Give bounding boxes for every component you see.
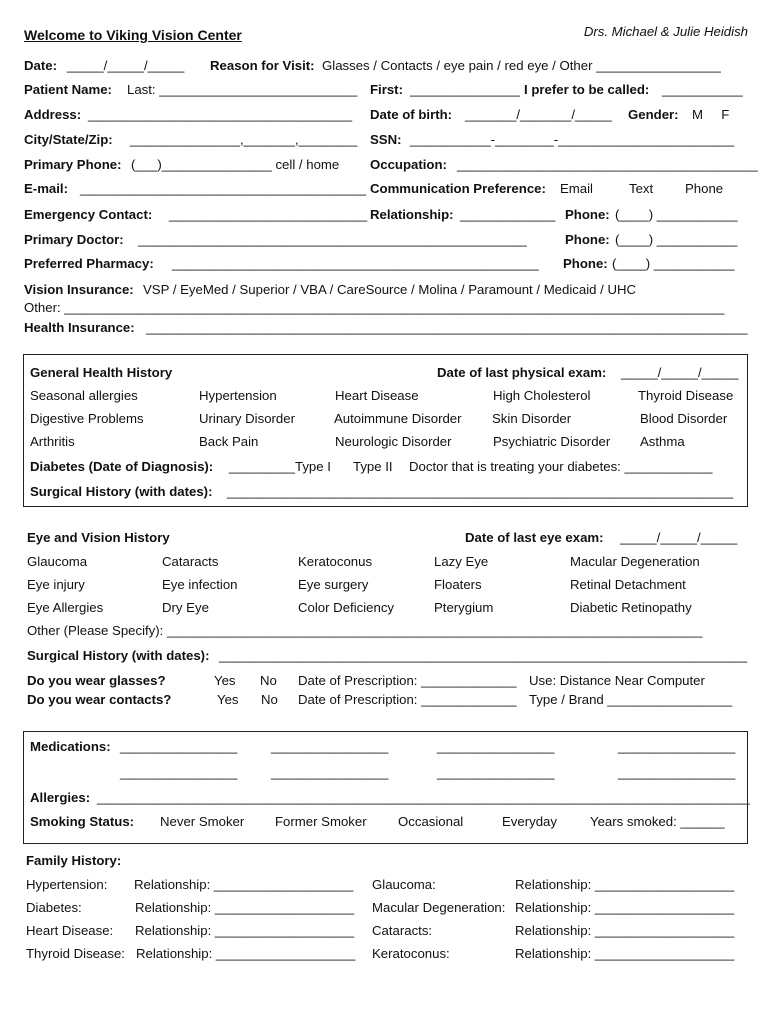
pharmacy-label: Preferred Pharmacy: (24, 256, 154, 271)
family-relationship-field[interactable]: Relationship: ___________________ (136, 946, 356, 961)
preferred-name-field[interactable]: ___________ (662, 82, 743, 97)
email-label: E-mail: (24, 181, 68, 196)
address-label: Address: (24, 107, 82, 122)
date-field[interactable]: _____/_____/_____ (67, 58, 185, 73)
emergency-phone-field[interactable]: (____) ___________ (615, 207, 738, 222)
family-relationship-field[interactable]: Relationship: ___________________ (515, 877, 735, 892)
eye-condition-checkbox[interactable]: Eye surgery (298, 577, 369, 592)
family-condition-label: Thyroid Disease: (26, 946, 125, 961)
eye-other-field[interactable]: Other (Please Specify): _________________________________________________________________________ (27, 623, 703, 638)
medication-field[interactable]: ________________ (271, 739, 389, 754)
eye-condition-checkbox[interactable]: Eye infection (162, 577, 238, 592)
eye-surgical-label: Surgical History (with dates): (27, 648, 210, 663)
medications-label: Medications: (30, 739, 111, 754)
health-insurance-field[interactable]: __________________________________________________________________________________ (146, 320, 748, 335)
family-relationship-field[interactable]: Relationship: ___________________ (515, 946, 735, 961)
emergency-phone-label: Phone: (565, 207, 610, 222)
reason-label: Reason for Visit: (210, 58, 315, 73)
eye-condition-checkbox[interactable]: Floaters (434, 577, 482, 592)
family-condition-label: Diabetes: (26, 900, 82, 915)
comm-text-option[interactable]: Text (629, 181, 654, 196)
family-relationship-field[interactable]: Relationship: ___________________ (515, 900, 735, 915)
condition-checkbox[interactable]: Blood Disorder (640, 411, 728, 426)
condition-checkbox[interactable]: Seasonal allergies (30, 388, 138, 403)
relationship-label: Relationship: (370, 207, 454, 222)
medication-field[interactable]: ________________ (437, 739, 555, 754)
eye-history-title: Eye and Vision History (27, 530, 170, 545)
condition-checkbox[interactable]: Hypertension (199, 388, 277, 403)
doctors-name: Drs. Michael & Julie Heidish (583, 24, 748, 39)
pharmacy-field[interactable]: __________________________________________________ (172, 256, 539, 271)
reason-options[interactable]: Glasses / Contacts / eye pain / red eye / Other _________________ (322, 58, 721, 73)
condition-checkbox[interactable]: Heart Disease (335, 388, 419, 403)
glasses-rx-field[interactable]: Date of Prescription: _____________ (298, 673, 517, 688)
health-insurance-label: Health Insurance: (24, 320, 135, 335)
eye-surgical-field[interactable]: ________________________________________________________________________ (219, 648, 748, 663)
contacts-brand-field[interactable]: Type / Brand _________________ (529, 692, 733, 707)
family-history-title: Family History: (26, 853, 122, 868)
family-relationship-field[interactable]: Relationship: ___________________ (135, 923, 355, 938)
medication-field[interactable]: ________________ (437, 765, 555, 780)
preferred-name-label: I prefer to be called: (524, 82, 650, 97)
glasses-yes-option[interactable]: Yes (214, 673, 236, 688)
patient-name-label: Patient Name: (24, 82, 112, 97)
condition-checkbox[interactable]: Neurologic Disorder (335, 434, 452, 449)
glasses-question: Do you wear glasses? (27, 673, 166, 688)
emergency-contact-field[interactable]: ___________________________ (169, 207, 368, 222)
diabetes-doctor-field[interactable]: Doctor that is treating your diabetes: ____________ (409, 459, 713, 474)
doctor-phone-label: Phone: (565, 232, 610, 247)
eye-condition-checkbox[interactable]: Eye injury (27, 577, 85, 592)
gender-options[interactable]: M F (692, 107, 730, 122)
eye-condition-checkbox[interactable]: Retinal Detachment (570, 577, 686, 592)
condition-checkbox[interactable]: Skin Disorder (492, 411, 572, 426)
condition-checkbox[interactable]: Urinary Disorder (199, 411, 295, 426)
address-field[interactable]: ____________________________________ (88, 107, 353, 122)
medication-field[interactable]: ________________ (618, 765, 736, 780)
contacts-question: Do you wear contacts? (27, 692, 172, 707)
doctor-phone-field[interactable]: (____) ___________ (615, 232, 738, 247)
primary-doctor-field[interactable]: _____________________________________________________ (138, 232, 527, 247)
dob-label: Date of birth: (370, 107, 453, 122)
physical-exam-label: Date of last physical exam: (437, 365, 607, 380)
eye-condition-checkbox[interactable]: Lazy Eye (434, 554, 489, 569)
years-smoked-field[interactable]: Years smoked: ______ (590, 814, 725, 829)
condition-checkbox[interactable]: Back Pain (199, 434, 259, 449)
glasses-no-option[interactable]: No (260, 673, 277, 688)
glasses-use-options[interactable]: Use: Distance Near Computer (529, 673, 705, 688)
first-name-field[interactable]: _______________ (410, 82, 521, 97)
city-field[interactable]: _______________,_______,________ (130, 132, 358, 147)
diabetes-label: Diabetes (Date of Diagnosis): (30, 459, 214, 474)
family-relationship-field[interactable]: Relationship: ___________________ (515, 923, 735, 938)
eye-condition-checkbox[interactable]: Cataracts (162, 554, 219, 569)
contacts-no-option[interactable]: No (261, 692, 278, 707)
condition-checkbox[interactable]: Autoimmune Disorder (334, 411, 462, 426)
vision-insurance-options[interactable]: VSP / EyeMed / Superior / VBA / CareSource / Molina / Paramount / Medicaid / UHC (143, 282, 637, 297)
contacts-yes-option[interactable]: Yes (217, 692, 239, 707)
emergency-contact-label: Emergency Contact: (24, 207, 153, 222)
everyday-smoker-option[interactable]: Everyday (502, 814, 557, 829)
former-smoker-option[interactable]: Former Smoker (275, 814, 367, 829)
pharmacy-phone-field[interactable]: (____) ___________ (612, 256, 735, 271)
primary-doctor-label: Primary Doctor: (24, 232, 124, 247)
family-relationship-field[interactable]: Relationship: ___________________ (135, 900, 355, 915)
email-field[interactable]: _______________________________________ (80, 181, 367, 196)
occasional-smoker-option[interactable]: Occasional (398, 814, 464, 829)
eye-condition-checkbox[interactable]: Color Deficiency (298, 600, 395, 615)
ssn-field[interactable]: ___________-________-________________________ (410, 132, 735, 147)
condition-checkbox[interactable]: Arthritis (30, 434, 75, 449)
relationship-field[interactable]: _____________ (460, 207, 556, 222)
eye-condition-checkbox[interactable]: Keratoconus (298, 554, 373, 569)
diabetes-type2-option[interactable]: Type II (353, 459, 393, 474)
eye-condition-checkbox[interactable]: Macular Degeneration (570, 554, 700, 569)
medication-field[interactable]: ________________ (120, 765, 238, 780)
physical-exam-field[interactable]: _____/_____/_____ (621, 365, 739, 380)
medication-field[interactable]: ________________ (618, 739, 736, 754)
family-condition-label: Heart Disease: (26, 923, 114, 938)
condition-checkbox[interactable]: Psychiatric Disorder (493, 434, 611, 449)
family-relationship-field[interactable]: Relationship: ___________________ (134, 877, 354, 892)
diabetes-field[interactable]: _________Type I (229, 459, 331, 474)
medication-field[interactable]: ________________ (271, 765, 389, 780)
condition-checkbox[interactable]: High Cholesterol (493, 388, 591, 403)
general-surgical-field[interactable]: _____________________________________________________________________ (227, 484, 734, 499)
family-condition-label: Glaucoma: (372, 877, 436, 892)
occupation-label: Occupation: (370, 157, 447, 172)
condition-checkbox[interactable]: Digestive Problems (30, 411, 144, 426)
family-condition-label: Macular Degeneration: (372, 900, 506, 915)
eye-condition-checkbox[interactable]: Glaucoma (27, 554, 88, 569)
family-condition-label: Cataracts: (372, 923, 433, 938)
family-condition-label: Hypertension: (26, 877, 108, 892)
phone-field[interactable]: (___)_______________ cell / home (131, 157, 340, 172)
vision-insurance-label: Vision Insurance: (24, 282, 134, 297)
phone-label: Primary Phone: (24, 157, 122, 172)
allergies-field[interactable]: _________________________________________________________________________________________ (97, 790, 750, 805)
condition-checkbox[interactable]: Asthma (640, 434, 685, 449)
first-name-label: First: (370, 82, 403, 97)
pharmacy-phone-label: Phone: (563, 256, 608, 271)
contacts-rx-field[interactable]: Date of Prescription: _____________ (298, 692, 517, 707)
communication-label: Communication Preference: (370, 181, 546, 196)
medication-field[interactable]: ________________ (120, 739, 238, 754)
city-label: City/State/Zip: (24, 132, 113, 147)
eye-condition-checkbox[interactable]: Dry Eye (162, 600, 209, 615)
vision-insurance-other-field[interactable]: Other: __________________________________________________________________________________________ (24, 300, 725, 315)
ssn-label: SSN: (370, 132, 402, 147)
never-smoker-option[interactable]: Never Smoker (160, 814, 245, 829)
condition-checkbox[interactable]: Thyroid Disease (638, 388, 734, 403)
comm-phone-option[interactable]: Phone (685, 181, 724, 196)
page-title: Welcome to Viking Vision Center (24, 27, 242, 43)
general-health-title: General Health History (30, 365, 173, 380)
occupation-field[interactable]: _________________________________________ (457, 157, 758, 172)
eye-condition-checkbox[interactable]: Diabetic Retinopathy (570, 600, 692, 615)
family-condition-label: Keratoconus: (372, 946, 450, 961)
comm-email-option[interactable]: Email (560, 181, 593, 196)
eye-exam-field[interactable]: _____/_____/_____ (620, 530, 738, 545)
dob-field[interactable]: _______/_______/_____ (465, 107, 612, 122)
date-label: Date: (24, 58, 57, 73)
gender-label: Gender: (628, 107, 679, 122)
smoking-status-label: Smoking Status: (30, 814, 135, 829)
allergies-label: Allergies: (30, 790, 91, 805)
general-surgical-label: Surgical History (with dates): (30, 484, 213, 499)
eye-condition-checkbox[interactable]: Pterygium (434, 600, 494, 615)
eye-condition-checkbox[interactable]: Eye Allergies (27, 600, 104, 615)
eye-exam-label: Date of last eye exam: (465, 530, 604, 545)
last-name-field[interactable]: Last: ___________________________ (127, 82, 358, 97)
